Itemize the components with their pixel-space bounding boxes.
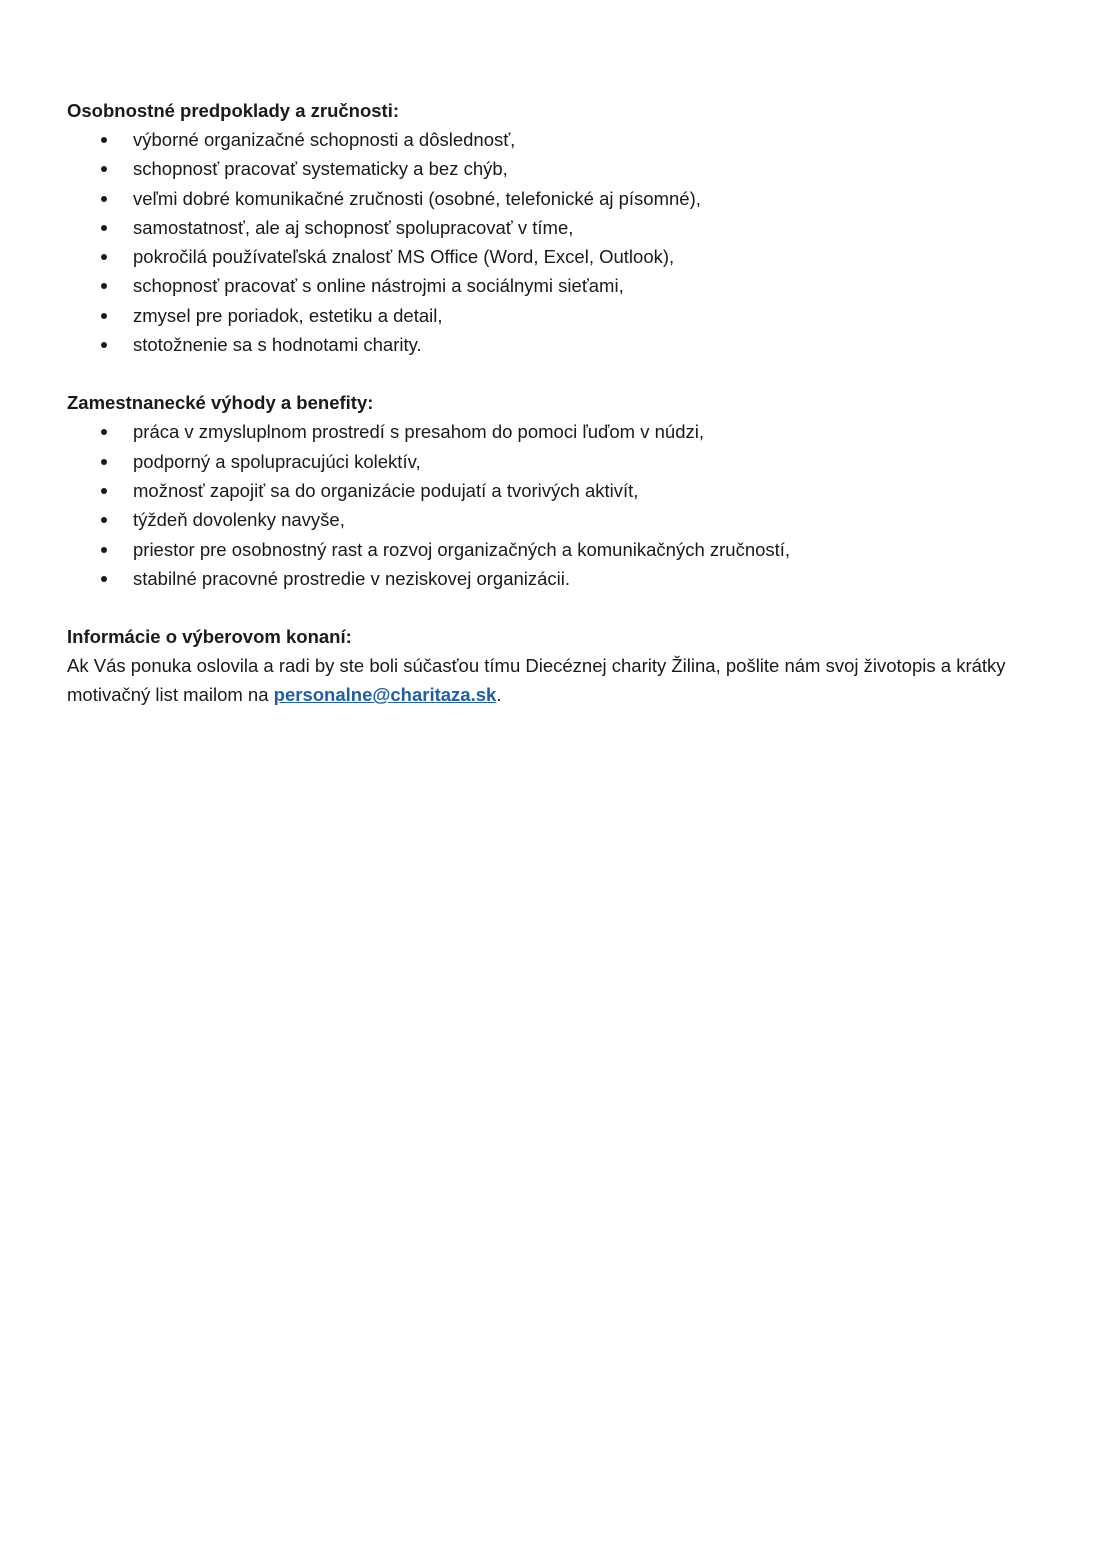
list-item: zmysel pre poriadok, estetiku a detail,: [67, 301, 1037, 330]
section-selection-info: [67, 622, 1037, 709]
list-item: schopnosť pracovať systematicky a bez chýb,: [67, 154, 1037, 183]
section-heading: Osobnostné predpoklady a zručnosti:: [67, 100, 400, 121]
bullet-icon: [101, 576, 107, 582]
bullet-icon: [101, 313, 107, 319]
bullet-icon: [101, 225, 107, 231]
email-link[interactable]: personalne@charitaza.sk: [273, 684, 497, 706]
section-heading: Informácie o výberovom konaní:: [67, 626, 352, 648]
list-item: podporný a spolupracujúci kolektív,: [67, 447, 1037, 476]
bullet-icon: [101, 283, 107, 289]
list-item: práca v zmysluplnom prostredí s presahom do pomoci ľuďom v núdzi,: [67, 417, 1037, 446]
list-item: schopnosť pracovať s online nástrojmi a sociálnymi sieťami,: [67, 271, 1037, 300]
bullet-icon: [101, 137, 107, 143]
bullet-icon: [101, 488, 107, 494]
bullet-icon: [101, 166, 107, 172]
list-item: možnosť zapojiť sa do organizácie podujatí a tvorivých aktivít,: [67, 476, 1037, 505]
list-item: stabilné pracovné prostredie v neziskovej organizácii.: [67, 564, 1037, 593]
bullet-icon: [101, 547, 107, 553]
document-page: [67, 96, 1037, 738]
list-item: veľmi dobré komunikačné zručnosti (osobné, telefonické aj písomné),: [67, 184, 1037, 213]
list-item: priestor pre osobnostný rast a rozvoj organizačných a komunikačných zručností,: [67, 535, 1037, 564]
bullet-icon: [101, 459, 107, 465]
list-item: týždeň dovolenky navyše,: [67, 505, 1037, 534]
bullet-icon: [101, 517, 107, 523]
list-item: výborné organizačné schopnosti a dôslednosť,: [67, 125, 1037, 154]
bullet-icon: [101, 196, 107, 202]
bullet-icon: [101, 429, 107, 435]
list-item: stotožnenie sa s hodnotami charity.: [67, 330, 1037, 359]
skills-list: [67, 125, 1037, 359]
info-paragraph: Ak Vás ponuka oslovila a radi by ste boli súčasťou tímu Diecéznej charity Žilina, pošlite nám svoj životopis a krátky motivačný list mailom na personalne@charitaza.sk.: [67, 655, 1006, 706]
section-benefits: [67, 388, 1037, 593]
section-heading: Zamestnanecké výhody a benefity:: [67, 392, 374, 414]
benefits-list: [67, 417, 1037, 593]
list-item: pokročilá používateľská znalosť MS Office (Word, Excel, Outlook),: [67, 242, 1037, 271]
bullet-icon: [101, 342, 107, 348]
section-personal-skills: [67, 96, 1037, 359]
list-item: samostatnosť, ale aj schopnosť spolupracovať v tíme,: [67, 213, 1037, 242]
bullet-icon: [101, 254, 107, 260]
